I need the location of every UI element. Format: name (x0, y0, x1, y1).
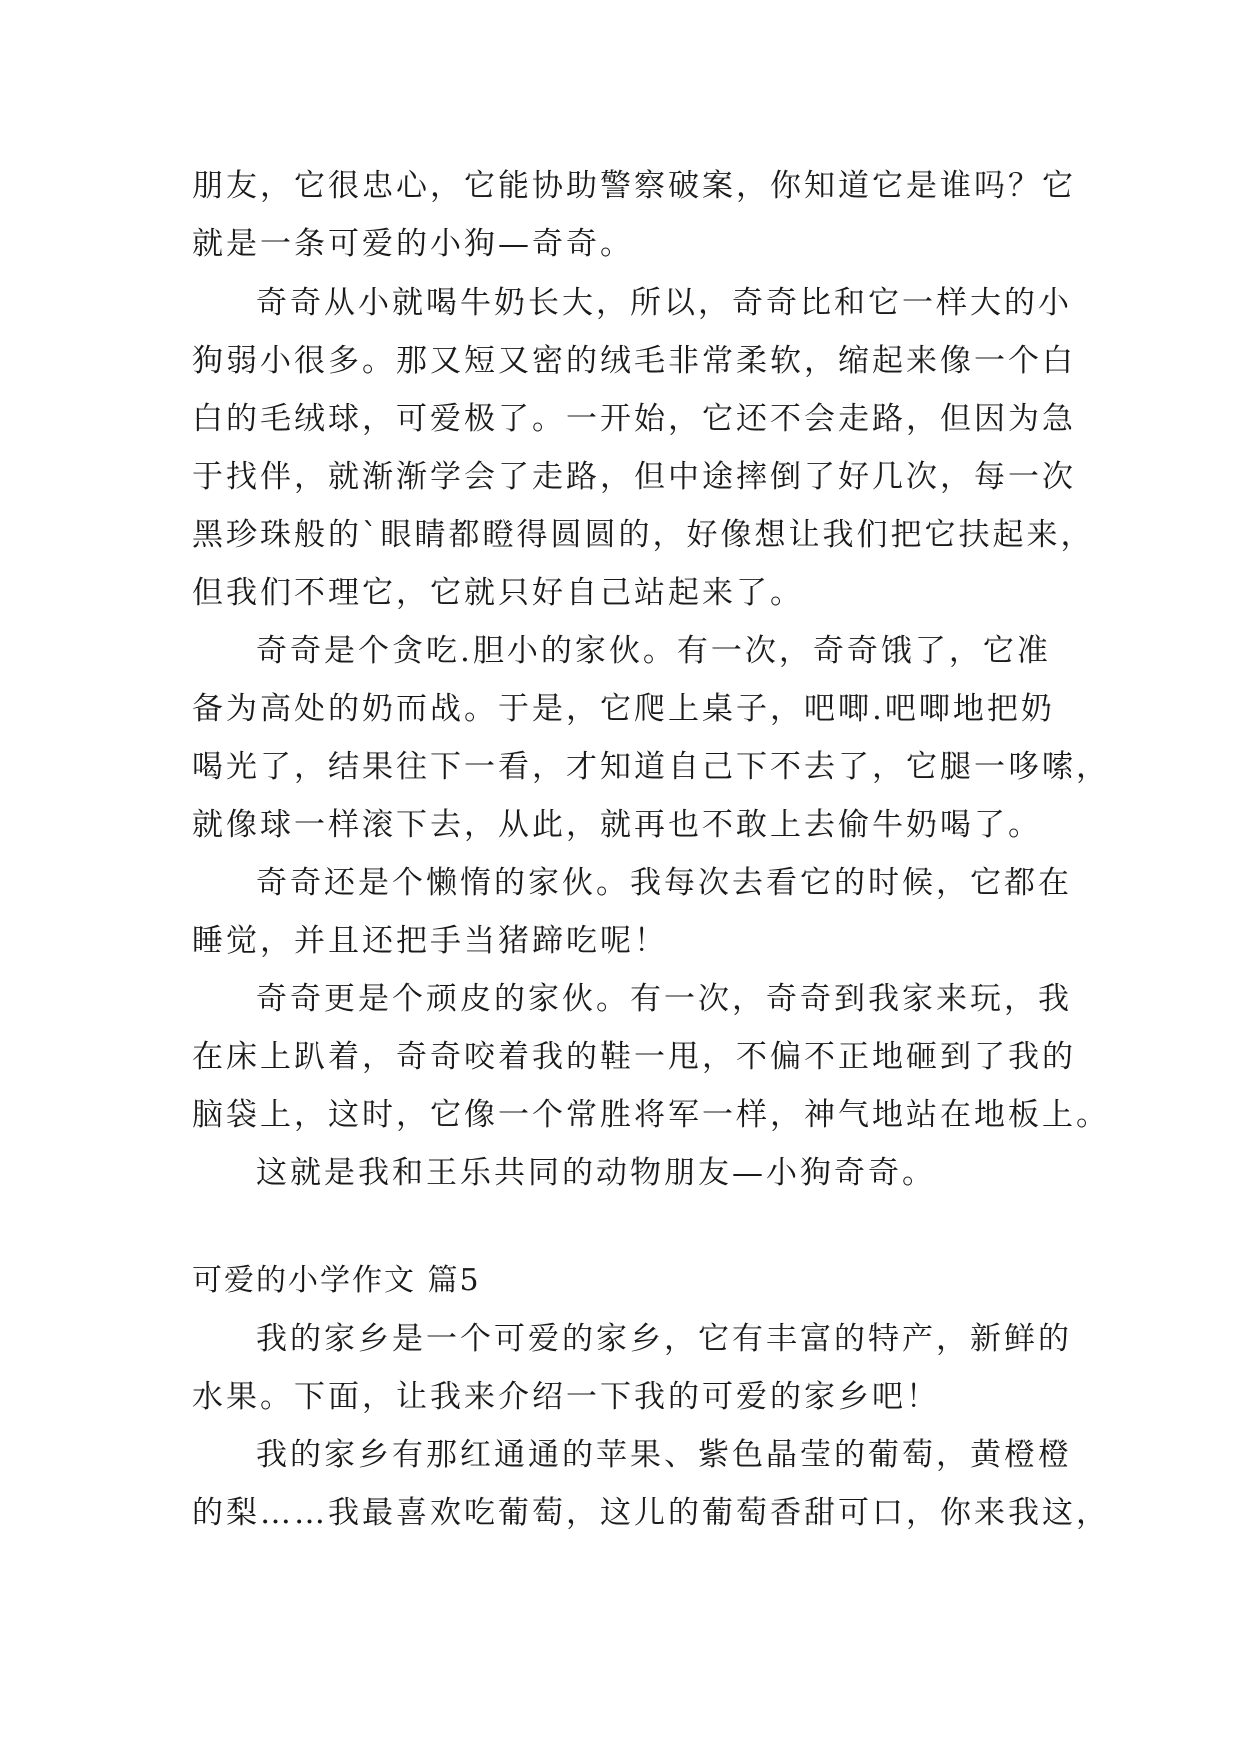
text-line: 在床上趴着，奇奇咬着我的鞋一甩，不偏不正地砸到了我的 (192, 1039, 1076, 1075)
paragraph-first-line: 奇奇还是个懒惰的家伙。我每次去看它的时候，它都在 (256, 865, 1072, 901)
text-line: 睡觉，并且还把手当猪蹄吃呢！ (192, 923, 668, 959)
text-line: 于找伴，就渐渐学会了走路，但中途摔倒了好几次，每一次 (192, 459, 1076, 495)
paragraph-first-line: 这就是我和王乐共同的动物朋友—小狗奇奇。 (256, 1155, 936, 1191)
text-line: 但我们不理它，它就只好自己站起来了。 (192, 575, 804, 611)
text-line: 就是一条可爱的小狗—奇奇。 (192, 226, 634, 262)
text-line: 脑袋上，这时，它像一个常胜将军一样，神气地站在地板上。 (192, 1097, 1110, 1133)
text-line: 白的毛绒球，可爱极了。一开始，它还不会走路，但因为急 (192, 401, 1076, 437)
text-line: 水果。下面，让我来介绍一下我的可爱的家乡吧！ (192, 1379, 940, 1415)
paragraph-first-line: 奇奇是个贪吃.胆小的家伙。有一次，奇奇饿了，它准 (256, 633, 1051, 669)
text-line: 狗弱小很多。那又短又密的绒毛非常柔软，缩起来像一个白 (192, 343, 1076, 379)
paragraph-first-line: 我的家乡有那红通通的苹果、紫色晶莹的葡萄，黄橙橙 (256, 1437, 1072, 1473)
paragraph-first-line: 奇奇更是个顽皮的家伙。有一次，奇奇到我家来玩，我 (256, 981, 1072, 1017)
text-line: 备为高处的奶而战。于是，它爬上桌子，吧唧.吧唧地把奶 (192, 691, 1055, 727)
text-line: 喝光了，结果往下一看，才知道自己下不去了，它腿一哆嗦， (192, 749, 1110, 785)
paragraph-first-line: 奇奇从小就喝牛奶长大，所以，奇奇比和它一样大的小 (256, 285, 1072, 321)
paragraph-first-line: 我的家乡是一个可爱的家乡，它有丰富的特产，新鲜的 (256, 1321, 1072, 1357)
text-line: 朋友，它很忠心，它能协助警察破案，你知道它是谁吗？它 (192, 168, 1076, 204)
text-line: 黑珍珠般的`眼睛都瞪得圆圆的，好像想让我们把它扶起来， (192, 517, 1095, 553)
section-heading: 可爱的小学作文 篇5 (192, 1263, 481, 1298)
text-line: 的梨……我最喜欢吃葡萄，这儿的葡萄香甜可口，你来我这， (192, 1495, 1110, 1531)
text-line: 就像球一样滚下去，从此，就再也不敢上去偷牛奶喝了。 (192, 807, 1042, 843)
